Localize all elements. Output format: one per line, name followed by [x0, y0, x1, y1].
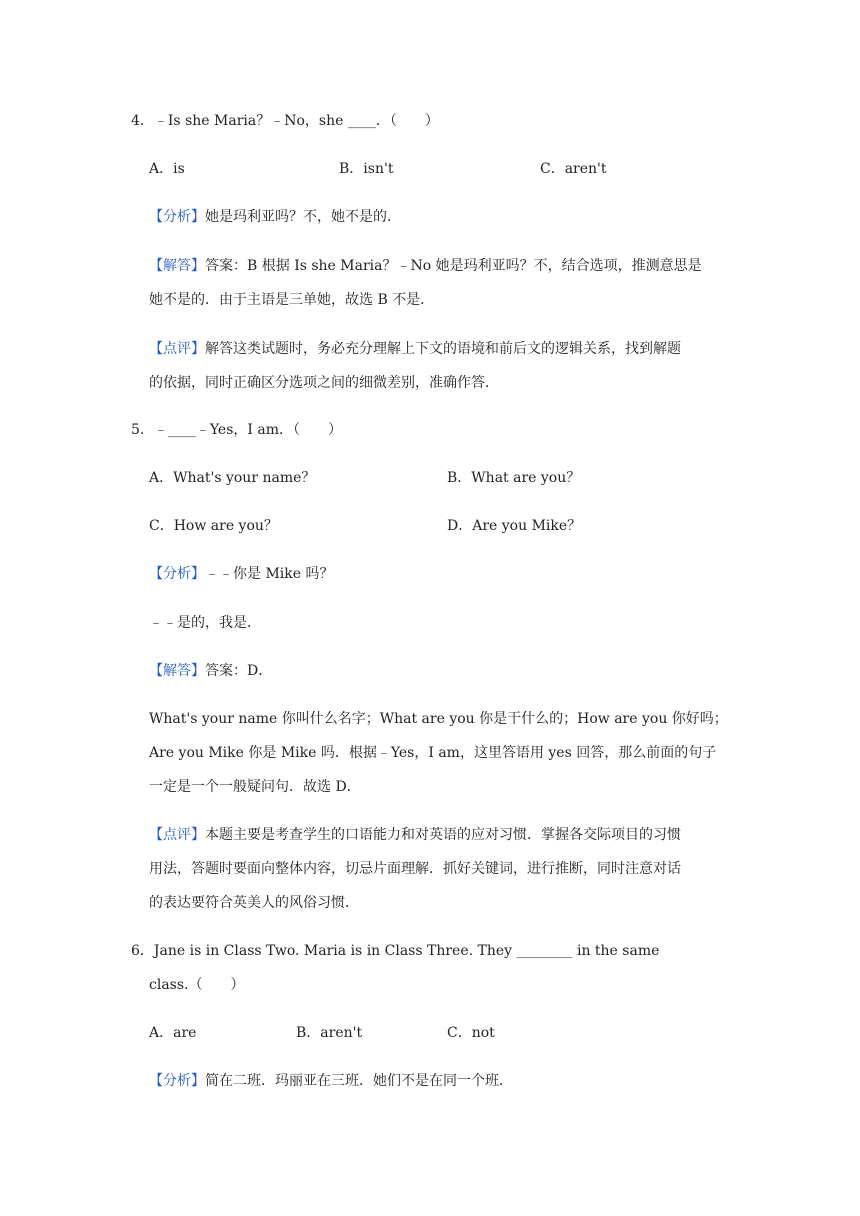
question-6-stem-line-2: class.（ ）: [149, 977, 245, 993]
answer-tag: 【解答】: [149, 663, 205, 679]
q4-comment-line-2: 的依据，同时正确区分选项之间的细微差别，准确作答．: [149, 375, 499, 391]
q5-option-a: A．What's your name？: [149, 470, 316, 486]
comment-tag: 【点评】: [149, 341, 205, 357]
question-5-stem: 5．﹣____﹣Yes，I am．（ ）: [131, 422, 343, 438]
q5-explanation-line-1: What's your name 你叫什么名字；What are you 你是干什么的；How are you 你好吗；: [149, 711, 728, 727]
q4-answer-line-2: 她不是的．由于主语是三单她，故选 B 不是．: [149, 292, 435, 308]
q4-option-c: C．aren't: [540, 161, 607, 177]
q4-option-a: A．is: [149, 161, 185, 177]
comment-tag: 【点评】: [149, 827, 205, 843]
analysis-tag: 【分析】: [149, 209, 205, 225]
q5-comment-line-3: 的表达要符合英美人的风俗习惯．: [149, 895, 359, 911]
analysis-text: 她是玛利亚吗？不，她不是的．: [205, 209, 401, 225]
q4-option-b: B．isn't: [339, 161, 394, 177]
analysis-tag: 【分析】: [149, 1073, 205, 1089]
q5-option-b: B．What are you？: [447, 470, 581, 486]
analysis-text: 简在二班．玛丽亚在三班．她们不是在同一个班．: [205, 1073, 513, 1089]
q5-analysis-extra: ﹣﹣是的，我是．: [149, 615, 261, 631]
q6-option-b: B．aren't: [296, 1025, 363, 1041]
analysis-tag: 【分析】: [149, 566, 205, 582]
q5-comment-line-2: 用法，答题时要面向整体内容，切忌片面理解．抓好关键词，进行推断，同时注意对话: [149, 861, 681, 877]
q5-option-d: D．Are you Mike？: [447, 518, 582, 534]
q6-option-c: C．not: [447, 1025, 495, 1041]
question-4-stem: 4．﹣Is she Maria？﹣No，she ____．（ ）: [131, 113, 439, 129]
q6-analysis: [149, 1071, 513, 1091]
q5-explanation-line-3: 一定是一个一般疑问句．故选 D．: [149, 779, 361, 795]
q5-answer: [149, 661, 272, 681]
answer-tag: 【解答】: [149, 258, 205, 274]
question-6-stem-line-1: 6．Jane is in Class Two. Maria is in Class Three. They ________ in the same: [131, 943, 660, 959]
q4-answer-line-1: [149, 256, 702, 276]
q4-analysis: [149, 207, 401, 227]
comment-text: 本题主要是考查学生的口语能力和对英语的应对习惯．掌握各交际项目的习惯: [205, 827, 681, 843]
answer-text: 答案：B 根据 Is she Maria？﹣No 她是玛利亚吗？不，结合选项，推测意思是: [205, 258, 702, 274]
q5-explanation-line-2: Are you Mike 你是 Mike 吗．根据﹣Yes，I am，这里答语用 yes 回答，那么前面的句子: [149, 745, 717, 761]
analysis-text: ﹣﹣你是 Mike 吗？: [205, 566, 334, 582]
q5-comment-line-1: [149, 825, 681, 845]
q6-option-a: A．are: [149, 1025, 197, 1041]
q5-option-c: C．How are you？: [149, 518, 278, 534]
comment-text: 解答这类试题时，务必充分理解上下文的语境和前后文的逻辑关系，找到解题: [205, 341, 681, 357]
q4-comment-line-1: [149, 339, 681, 359]
answer-text: 答案：D．: [205, 663, 273, 679]
q5-analysis: [149, 564, 333, 584]
